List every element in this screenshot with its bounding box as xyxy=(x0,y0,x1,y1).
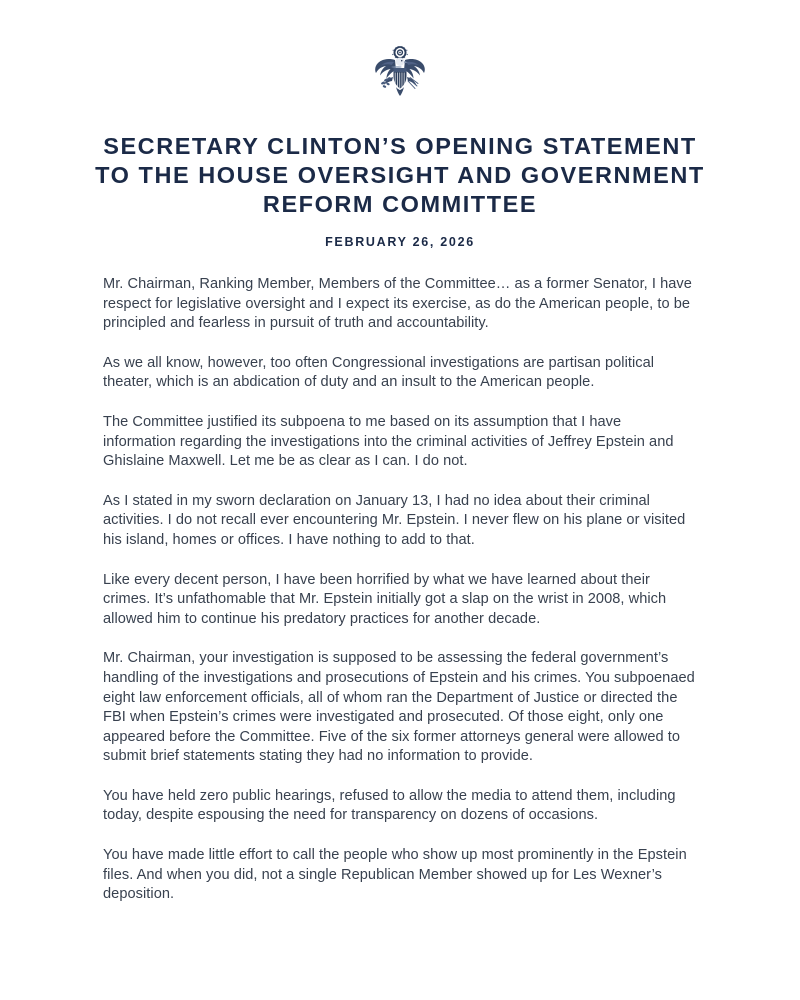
paragraph: Like every decent person, I have been horrified by what we have learned about their crimes. It’s unfathomable that Mr. Epstein initially got a slap on the wrist in 2008, which allowed him to continue his predatory practices for another decade. xyxy=(103,571,667,627)
statement-body xyxy=(0,275,800,905)
paragraph: Mr. Chairman, your investigation is supposed to be assessing the federal government’s handling of the investigations and prosecutions of Epstein and his crimes. You subpoenaed eight law enforcement officials, all of whom ran the Department of Justice or directed the FBI when Epstein’s crimes were investigated and prosecuted. Of those eight, only one appeared before the Committee. Five of the six former attorneys general were allowed to submit brief statements stating they had no information to provide. xyxy=(103,650,695,765)
paragraph: You have held zero public hearings, refused to allow the media to attend them, including today, despite espousing the need for transparency on dozens of occasions. xyxy=(103,787,676,824)
title-block xyxy=(0,132,800,249)
paragraph: As I stated in my sworn declaration on January 13, I had no idea about their criminal activities. I do not recall ever encountering Mr. Epstein. I never flew on his plane or visited his island, homes or offices. I have nothing to add to that. xyxy=(103,492,686,548)
page-title: SECRETARY CLINTON’S OPENING STATEMENT TO THE HOUSE OVERSIGHT AND GOVERNMENT REFORM COMMITTEE xyxy=(95,133,705,217)
paragraph: Mr. Chairman, Ranking Member, Members of the Committee… as a former Senator, I have respect for legislative oversight and I expect its exercise, as do the American people, to be principled and fearless in pursuit of truth and accountability. xyxy=(103,276,692,332)
paragraph: You have made little effort to call the people who show up most prominently in the Epstein files. And when you did, not a single Republican Member showed up for Les Wexner’s deposition. xyxy=(103,847,687,903)
seal-container xyxy=(0,0,800,104)
paragraph: As we all know, however, too often Congressional investigations are partisan political theater, which is an abdication of duty and an insult to the American people. xyxy=(103,354,655,391)
us-great-seal-eagle-icon xyxy=(371,44,429,104)
paragraph: The Committee justified its subpoena to me based on its assumption that I have information regarding the investigations into the criminal activities of Jeffrey Epstein and Ghislaine Maxwell. Let me be as clear as I can. I do not. xyxy=(103,413,674,470)
statement-date: FEBRUARY 26, 2026 xyxy=(325,235,475,249)
